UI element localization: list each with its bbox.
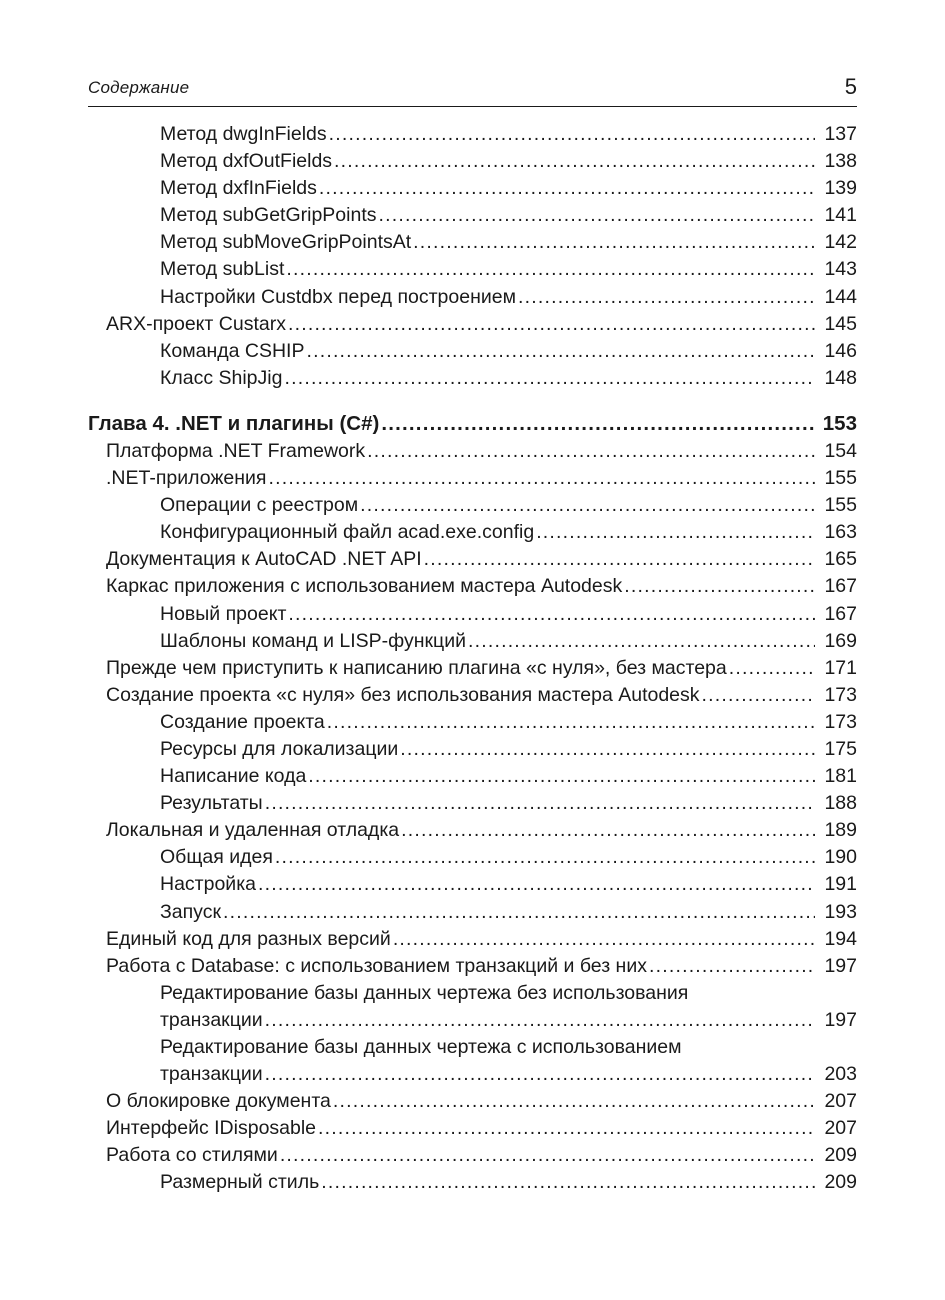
toc-entry [88,492,857,519]
toc-entry-page: 155 [824,467,857,490]
toc-entry-title: Создание проекта [160,710,325,733]
toc-entry [88,573,857,600]
toc-entry-title: О блокировке документа [106,1090,331,1113]
toc-entry-page: 148 [824,366,857,389]
toc-entry-page: 173 [824,710,857,733]
toc-entry [88,121,857,148]
toc-entry [88,709,857,736]
toc-entry-first-line: Редактирование базы данных чертежа без использования [160,981,689,1004]
dot-leader [275,844,815,871]
dot-leader [265,790,815,817]
toc-entry-page: 165 [824,548,857,571]
toc-entry [88,817,857,844]
dot-leader [393,926,815,953]
dot-leader [280,1142,815,1169]
dot-leader [400,736,815,763]
toc-entry-page: 144 [824,285,857,308]
dot-leader [334,148,815,175]
toc-entry [88,763,857,790]
toc-entry [88,844,857,871]
toc-entry [88,655,857,682]
toc-entry-page: 191 [824,873,857,896]
toc-entry-title: Операции с реестром [160,494,359,517]
dot-leader [413,229,815,256]
toc-entry [88,438,857,465]
toc-entry-page: 145 [824,312,857,335]
toc-entry-title: .NET-приложения [106,467,267,490]
dot-leader [468,628,815,655]
toc-entry-title: Метод subMoveGripPointsAt [160,231,412,254]
running-title: Содержание [88,78,190,97]
dot-leader [624,573,815,600]
toc-entry-page: 188 [824,792,857,815]
toc-entry-title: транзакции [160,1008,263,1031]
toc-entry [88,284,857,311]
toc-entry-title: Глава 4. .NET и плагины (C#) [88,411,380,435]
toc-entry-page: 141 [824,204,857,227]
toc-entry [88,311,857,338]
dot-leader [327,709,815,736]
dot-leader [223,899,815,926]
dot-leader [321,1169,815,1196]
toc-entry [88,148,857,175]
toc-entry-title: ARX-проект Custarx [106,312,286,335]
dot-leader [333,1088,815,1115]
toc-entry-title: Запуск [160,900,221,923]
dot-leader [306,338,815,365]
toc-chapter [88,409,857,438]
toc-entry-title: Шаблоны команд и LISP-функций [160,629,466,652]
toc-entry [88,175,857,202]
toc-entry-title: Платформа .NET Framework [106,439,366,462]
toc-entry [88,736,857,763]
toc-entry-title: транзакции [160,1063,263,1086]
dot-leader [258,871,815,898]
toc-entry-title: Метод dwgInFields [160,123,327,145]
toc-entry [88,465,857,492]
dot-leader [308,763,815,790]
toc-entry-page: 137 [824,123,857,145]
dot-leader [518,284,815,311]
dot-leader [284,365,815,392]
toc-entry-title: Результаты [160,792,263,815]
toc-entry [88,601,857,628]
dot-leader [288,311,815,338]
dot-leader [401,817,815,844]
toc-entry-title: Размерный стиль [160,1171,320,1194]
toc-entry-title: Локальная и удаленная отладка [106,819,400,842]
toc-entry-title: Метод dxfOutFields [160,150,333,173]
toc-entry [88,1115,857,1142]
toc-entry [88,229,857,256]
toc-entry-title: Метод subGetGripPoints [160,204,377,227]
dot-leader [265,1007,815,1034]
toc-entry-title: Интерфейс IDisposable [106,1117,317,1140]
dot-leader [265,1061,815,1088]
toc-entry [88,202,857,229]
toc-entry [88,953,857,980]
toc-entry [88,256,857,283]
toc-entry-page: 190 [824,846,857,869]
toc-entry-title: Новый проект [160,602,287,625]
toc-entry-page: 167 [824,602,857,625]
toc-entry-title: Конфигурационный файл acad.exe.config [160,521,535,544]
toc-entry-title: Общая идея [160,846,273,869]
toc-entry-page: 154 [824,439,857,462]
toc-entry [88,338,857,365]
toc-entry-page: 171 [824,656,857,679]
toc-entry-page: 155 [824,494,857,517]
toc-entry-title: Настройка [160,873,256,896]
toc-entry [88,899,857,926]
toc-entry [88,926,857,953]
toc-entry-page: 197 [824,1008,857,1031]
toc-entry-page: 153 [822,411,857,435]
toc-entry [88,628,857,655]
toc-entry [88,1169,857,1196]
toc-entry [88,790,857,817]
toc-entry-title: Ресурсы для локализации [160,737,399,760]
toc-entry-page: 173 [824,683,857,706]
dot-leader [702,682,815,709]
toc-entry-title: Настройки Custdbx перед построением [160,285,516,308]
toc-entry-page: 138 [824,150,857,173]
toc-entry [88,519,857,546]
toc-entry-page: 142 [824,231,857,254]
dot-leader [286,256,815,283]
toc-entry-page: 189 [824,819,857,842]
toc-entry-page: 143 [824,258,857,281]
toc-entry-page: 169 [824,629,857,652]
toc-entry-page: 163 [824,521,857,544]
toc-entry-page: 203 [824,1063,857,1086]
toc-entry-title: Каркас приложения с использованием мастера Autodesk [106,575,623,598]
toc-entry-title: Прежде чем приступить к написанию плагина «с нуля», без мастера [106,656,727,679]
toc-entry [88,1142,857,1169]
dot-leader [367,438,815,465]
toc-entry-page: 207 [824,1117,857,1140]
toc-entry-title: Единый код для разных версий [106,927,391,950]
toc-entry-title: Работа с Database: с использованием транзакций и без них [106,954,647,977]
toc-entry-page: 175 [824,737,857,760]
toc-entry [88,365,857,392]
dot-leader [381,409,815,438]
toc-entry-page: 193 [824,900,857,923]
toc-entry-page: 209 [824,1171,857,1194]
toc-entry-title: Документация к AutoCAD .NET API [106,548,422,571]
toc-entry-title: Класс ShipJig [160,366,283,389]
toc-entry-page: 139 [824,177,857,200]
dot-leader [288,601,815,628]
toc-entry-page: 207 [824,1090,857,1113]
toc-entry-page: 167 [824,575,857,598]
toc-entry [88,871,857,898]
dot-leader [318,1115,815,1142]
dot-leader [379,202,816,229]
toc-entry-title: Написание кода [160,765,307,788]
toc-entry [88,1088,857,1115]
dot-leader [424,546,815,573]
dot-leader [729,655,815,682]
toc-entry-page: 181 [824,765,857,788]
page-number: 5 [844,74,857,99]
running-header [88,74,857,107]
dot-leader [268,465,815,492]
toc-entry-title: Работа со стилями [106,1144,278,1167]
toc-entry [88,1007,857,1034]
toc-entry [88,682,857,709]
toc-entry [88,546,857,573]
toc-entry-page: 194 [824,927,857,950]
toc-entry-page: 209 [824,1144,857,1167]
toc-entry-title: Метод subList [160,258,285,281]
dot-leader [329,121,815,148]
toc-entry [88,1061,857,1088]
table-of-contents [88,121,857,1197]
toc-entry-page: 197 [824,954,857,977]
toc-entry-first-line: Редактирование базы данных чертежа с использованием [160,1036,682,1058]
dot-leader [649,953,815,980]
toc-entry-title: Метод dxfInFields [160,177,317,200]
toc-entry-title: Создание проекта «с нуля» без использования мастера Autodesk [106,683,700,706]
dot-leader [536,519,815,546]
dot-leader [319,175,815,202]
toc-entry-page: 146 [824,339,857,362]
dot-leader [360,492,815,519]
toc-entry-title: Команда CSHIP [160,339,305,362]
